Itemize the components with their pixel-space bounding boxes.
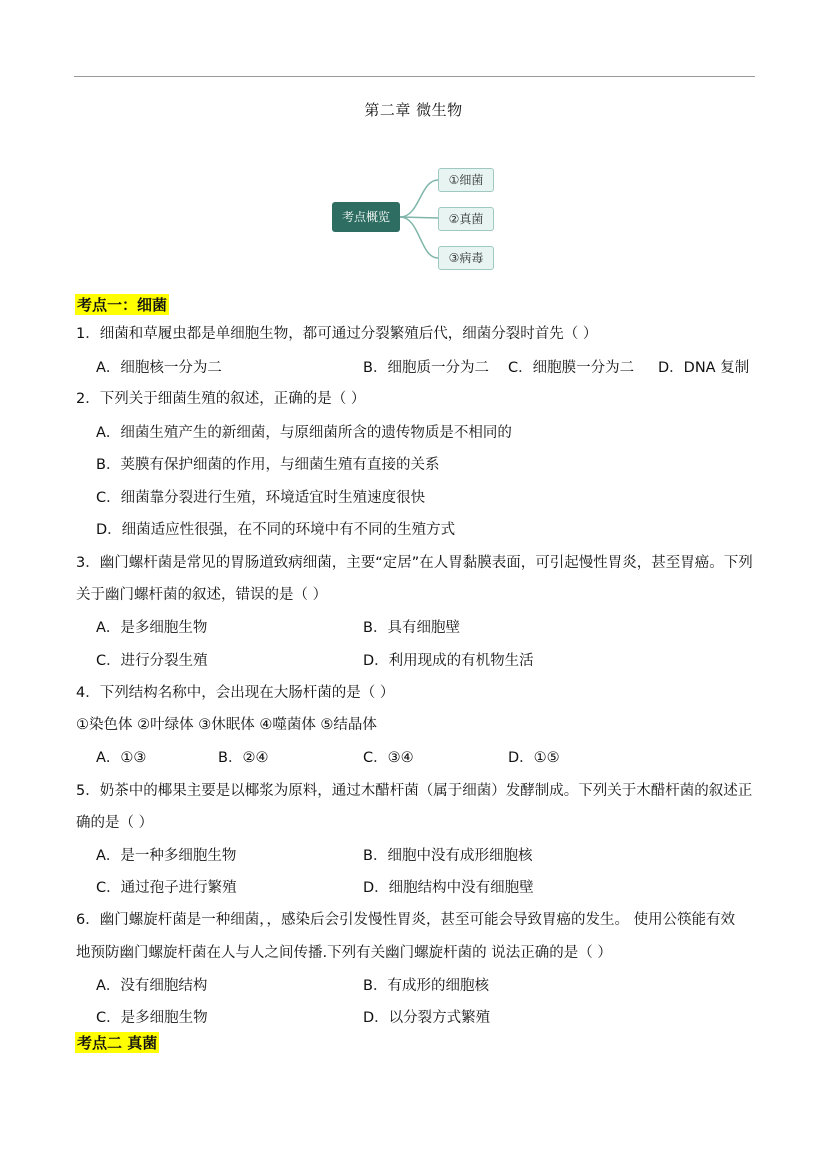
question-5-stem-line-2: 确的是（ ） [76, 815, 154, 831]
mindmap-center-node: 考点概览 [332, 202, 400, 232]
question-4-option-d: D．①⑤ [508, 750, 560, 766]
question-6-option-d: D．以分裂方式繁殖 [363, 1010, 491, 1026]
question-1-option-c: C．细胞膜一分为二 [508, 360, 635, 376]
question-4-option-b: B．②④ [218, 750, 269, 766]
question-4-structure-list: ①染色体 ②叶绿体 ③休眠体 ④噬菌体 ⑤结晶体 [76, 717, 377, 733]
question-6-option-c: C．是多细胞生物 [96, 1010, 208, 1026]
question-2-option-a: A．细菌生殖产生的新细菌，与原细菌所含的遗传物质是不相同的 [96, 425, 512, 441]
question-3-option-d: D．利用现成的有机物生活 [363, 653, 534, 669]
mindmap-node-bacteria: ①细菌 [438, 168, 494, 192]
question-5-option-d: D．细胞结构中没有细胞壁 [363, 880, 534, 896]
question-4-stem: 4．下列结构名称中，会出现在大肠杆菌的是（ ） [76, 685, 395, 701]
question-3-stem-line-1: 3．幽门螺杆菌是常见的胃肠道致病细菌，主要“定居”在人胃黏膜表面，可引起慢性胃炎，甚至胃癌。下列 [76, 555, 753, 571]
chapter-title: 第二章 微生物 [364, 101, 463, 119]
question-6-stem-line-2: 地预防幽门螺旋杆菌在人与人之间传播.下列有关幽门螺旋杆菌的 说法正确的是（ ） [76, 945, 612, 961]
header-rule [74, 76, 755, 77]
section-heading-fungi: 考点二 真菌 [77, 1034, 158, 1052]
question-3-option-b: B．具有细胞壁 [363, 620, 460, 636]
mindmap-diagram [320, 158, 510, 276]
question-5-stem-line-1: 5．奶茶中的椰果主要是以椰浆为原料，通过木醋杆菌（属于细菌）发酵制成。下列关于木醋杆菌的叙述正 [76, 783, 753, 799]
mindmap-node-virus: ③病毒 [438, 246, 494, 270]
question-2-option-b: B．荚膜有保护细菌的作用，与细菌生殖有直接的关系 [96, 457, 440, 473]
question-1-option-a: A．细胞核一分为二 [96, 360, 222, 376]
question-1-option-d: D．DNA 复制 [658, 360, 750, 376]
question-2-option-d: D．细菌适应性很强，在不同的环境中有不同的生殖方式 [96, 522, 456, 538]
question-3-stem-line-2: 关于幽门螺杆菌的叙述，错误的是（ ） [76, 587, 328, 603]
question-6-option-a: A．没有细胞结构 [96, 978, 208, 994]
question-4-option-a: A．①③ [96, 750, 147, 766]
question-2-stem: 2．下列关于细菌生殖的叙述，正确的是（ ） [76, 391, 366, 407]
question-3-option-a: A．是多细胞生物 [96, 620, 208, 636]
question-5-option-a: A．是一种多细胞生物 [96, 848, 237, 864]
question-6-option-b: B．有成形的细胞核 [363, 978, 489, 994]
question-3-option-c: C．进行分裂生殖 [96, 653, 208, 669]
question-5-option-b: B．细胞中没有成形细胞核 [363, 848, 533, 864]
question-4-option-c: C．③④ [363, 750, 414, 766]
question-1-stem: 1．细菌和草履虫都是单细胞生物，都可通过分裂繁殖后代，细菌分裂时首先（ ） [76, 326, 598, 342]
question-5-option-c: C．通过孢子进行繁殖 [96, 880, 237, 896]
mindmap-node-fungi: ②真菌 [438, 207, 494, 231]
question-1-option-b: B．细胞质一分为二 [363, 360, 489, 376]
section-heading-bacteria: 考点一：细菌 [77, 296, 168, 314]
question-2-option-c: C．细菌靠分裂进行生殖，环境适宜时生殖速度很快 [96, 490, 426, 506]
question-6-stem-line-1: 6．幽门螺旋杆菌是一种细菌，，感染后会引发慢性胃炎，甚至可能会导致胃癌的发生。 使用公筷能有效 [76, 912, 736, 928]
